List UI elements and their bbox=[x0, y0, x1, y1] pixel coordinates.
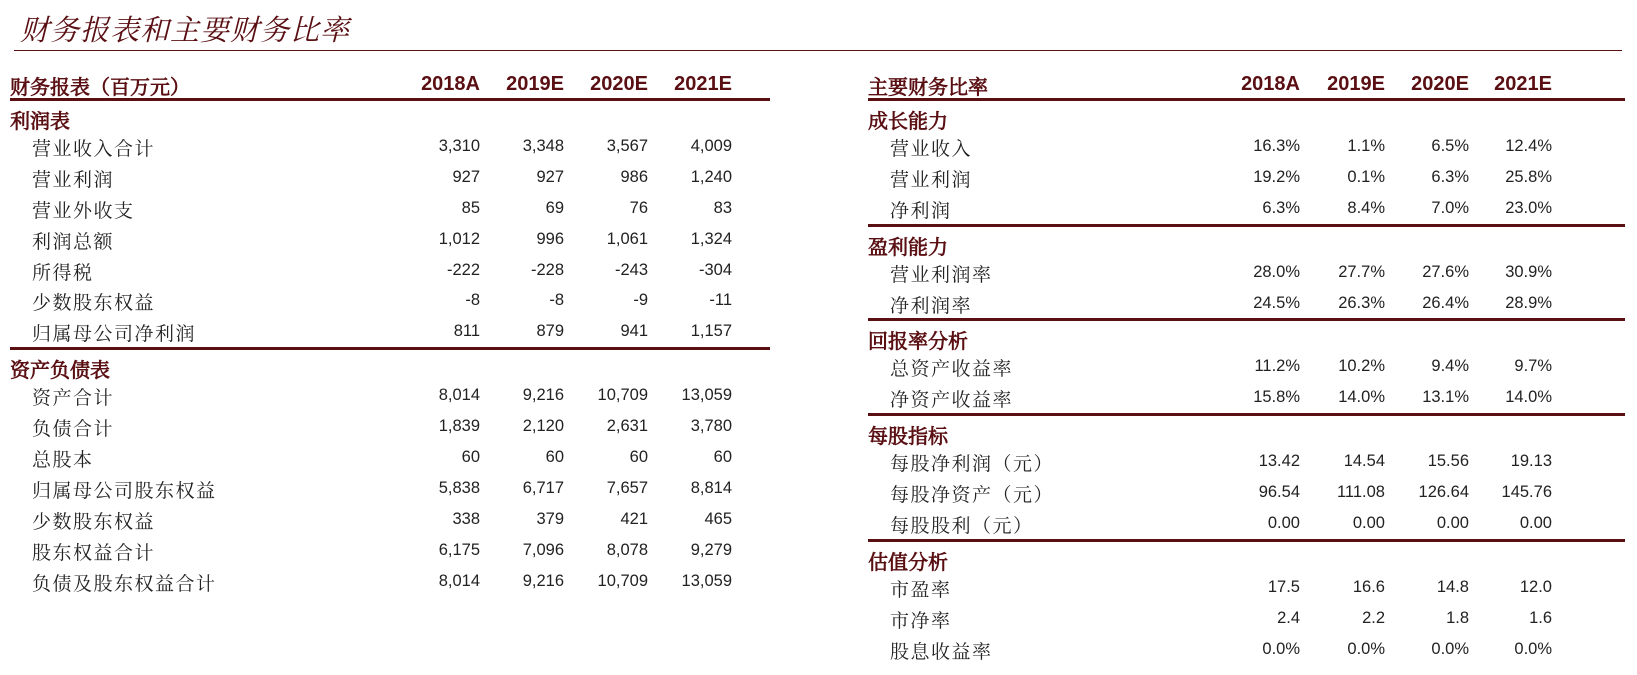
cell-value: 421 bbox=[620, 509, 648, 528]
cell-value: 9,279 bbox=[690, 540, 732, 559]
cell-value: -304 bbox=[698, 260, 732, 279]
table-row bbox=[10, 380, 770, 411]
cell-value: 927 bbox=[536, 167, 564, 186]
year-header-2020e: 2020E bbox=[1411, 73, 1469, 95]
financial-statements-table bbox=[10, 70, 770, 596]
cell-value: 16.3% bbox=[1253, 137, 1300, 155]
cell-value: 6,717 bbox=[522, 478, 564, 497]
year-header-2019e: 2019E bbox=[1327, 73, 1385, 95]
cell-value: 12.4% bbox=[1505, 137, 1552, 155]
row-label: 总股本 bbox=[32, 449, 94, 472]
cell-value: 17.5 bbox=[1267, 577, 1300, 596]
cell-value: 60 bbox=[461, 448, 480, 467]
cell-value: 8,014 bbox=[438, 386, 480, 405]
cell-value: 9,216 bbox=[522, 386, 564, 405]
cell-value: 60 bbox=[545, 448, 564, 467]
cell-value: 0.0% bbox=[1431, 639, 1469, 658]
table-row bbox=[10, 442, 770, 473]
cell-value: 60 bbox=[629, 448, 648, 467]
row-label: 净利润率 bbox=[890, 294, 973, 317]
cell-value: 11.2% bbox=[1254, 357, 1300, 376]
row-label: 总资产收益率 bbox=[890, 358, 1014, 381]
table-row bbox=[868, 193, 1625, 227]
section-title-label: 利润表 bbox=[10, 109, 70, 133]
page-title: 财务报表和主要财务比率 bbox=[20, 13, 351, 47]
cell-value: 6,175 bbox=[438, 540, 480, 559]
table-header bbox=[868, 70, 1625, 101]
table-row bbox=[10, 473, 770, 504]
cell-value: 10,709 bbox=[597, 386, 648, 405]
cell-value: 1.1% bbox=[1347, 137, 1385, 155]
cell-value: -222 bbox=[446, 260, 480, 279]
cell-value: 1,157 bbox=[690, 322, 732, 341]
table-row bbox=[10, 162, 770, 193]
cell-value: 69 bbox=[545, 198, 564, 217]
cell-value: 9.4% bbox=[1431, 357, 1469, 376]
table-header-label: 主要财务比率 bbox=[868, 75, 988, 99]
cell-value: 0.1% bbox=[1347, 167, 1385, 186]
cell-value: 14.0% bbox=[1505, 388, 1552, 407]
row-label: 每股净利润（元） bbox=[890, 453, 1055, 476]
cell-value: 1,839 bbox=[438, 417, 480, 436]
cell-value: 6.3% bbox=[1262, 198, 1300, 217]
cell-value: 28.0% bbox=[1253, 262, 1300, 281]
cell-value: 0.0% bbox=[1347, 639, 1385, 658]
table-row bbox=[868, 162, 1625, 193]
table-row bbox=[868, 351, 1625, 382]
cell-value: 9,216 bbox=[522, 571, 564, 590]
table-row bbox=[868, 382, 1625, 416]
table-row bbox=[10, 566, 770, 597]
table-row bbox=[10, 535, 770, 566]
row-label: 利润总额 bbox=[32, 230, 115, 253]
cell-value: 379 bbox=[536, 509, 564, 528]
cell-value: 111.08 bbox=[1336, 483, 1385, 502]
row-label: 少数股东权益 bbox=[32, 292, 156, 315]
table-row bbox=[868, 446, 1625, 477]
cell-value: 7.0% bbox=[1431, 198, 1469, 217]
cell-value: 927 bbox=[452, 167, 480, 186]
row-label: 每股净资产（元） bbox=[890, 484, 1055, 507]
section-title-label: 回报率分析 bbox=[868, 329, 968, 354]
table-row bbox=[10, 285, 770, 316]
cell-value: 2.2 bbox=[1362, 608, 1385, 627]
year-header-2021e: 2021E bbox=[1494, 73, 1552, 95]
table-row bbox=[10, 255, 770, 286]
cell-value: 13.1% bbox=[1422, 388, 1469, 407]
row-label: 每股股利（元） bbox=[890, 515, 1034, 538]
cell-value: 14.8 bbox=[1436, 577, 1469, 596]
cell-value: 2.4 bbox=[1277, 608, 1300, 627]
cell-value: 13,059 bbox=[681, 571, 732, 590]
cell-value: 83 bbox=[713, 198, 732, 217]
row-label: 归属母公司股东权益 bbox=[32, 479, 217, 502]
cell-value: 338 bbox=[452, 509, 480, 528]
year-header-2020e: 2020E bbox=[590, 73, 648, 95]
table-row bbox=[868, 257, 1625, 288]
cell-value: 13,059 bbox=[681, 386, 732, 405]
cell-value: 8,814 bbox=[690, 478, 732, 497]
cell-value: 23.0% bbox=[1505, 198, 1552, 217]
cell-value: 27.7% bbox=[1338, 262, 1385, 281]
cell-value: 1,240 bbox=[690, 167, 732, 186]
cell-value: 8,078 bbox=[606, 540, 648, 559]
table-row bbox=[868, 508, 1625, 542]
title-divider bbox=[14, 50, 1622, 51]
table-row bbox=[868, 572, 1625, 603]
cell-value: -11 bbox=[709, 291, 732, 310]
row-label: 营业外收支 bbox=[32, 199, 135, 222]
row-label: 归属母公司净利润 bbox=[32, 323, 197, 346]
cell-value: 26.3% bbox=[1338, 293, 1385, 312]
cell-value: 13.42 bbox=[1258, 452, 1300, 471]
row-label: 市盈率 bbox=[890, 578, 952, 601]
cell-value: 7,096 bbox=[522, 540, 564, 559]
cell-value: 1.6 bbox=[1529, 608, 1552, 627]
cell-value: 14.54 bbox=[1343, 452, 1385, 471]
cell-value: 26.4% bbox=[1422, 293, 1469, 312]
section-title-label: 估值分析 bbox=[868, 549, 948, 574]
table-row bbox=[868, 288, 1625, 322]
cell-value: 1.8 bbox=[1446, 608, 1469, 627]
cell-value: 1,012 bbox=[438, 229, 480, 248]
cell-value: 126.64 bbox=[1418, 483, 1469, 502]
cell-value: 3,567 bbox=[606, 137, 648, 155]
section-title bbox=[868, 321, 1625, 354]
table-header-label: 财务报表（百万元） bbox=[10, 75, 190, 99]
section-title bbox=[868, 542, 1625, 572]
cell-value: -228 bbox=[530, 260, 564, 279]
year-header-2018a: 2018A bbox=[1241, 73, 1300, 95]
row-label: 股息收益率 bbox=[890, 640, 993, 663]
row-label: 负债合计 bbox=[32, 418, 115, 441]
cell-value: 30.9% bbox=[1505, 262, 1552, 281]
row-label: 市净率 bbox=[890, 609, 952, 632]
cell-value: 0.00 bbox=[1519, 514, 1552, 533]
cell-value: 879 bbox=[536, 322, 564, 341]
cell-value: -9 bbox=[633, 291, 648, 310]
section-title-label: 盈利能力 bbox=[868, 234, 948, 259]
cell-value: 5,838 bbox=[438, 478, 480, 497]
cell-value: 19.2% bbox=[1253, 167, 1300, 186]
cell-value: 76 bbox=[629, 198, 648, 217]
cell-value: 6.5% bbox=[1431, 137, 1469, 155]
row-label: 股东权益合计 bbox=[32, 541, 156, 564]
section-title-label: 每股指标 bbox=[868, 424, 948, 449]
cell-value: -8 bbox=[465, 291, 480, 310]
table-row bbox=[10, 193, 770, 224]
year-header-2019e: 2019E bbox=[506, 73, 564, 95]
cell-value: 3,310 bbox=[438, 137, 480, 155]
cell-value: 3,348 bbox=[522, 137, 564, 155]
cell-value: 60 bbox=[713, 448, 732, 467]
row-label: 营业收入 bbox=[890, 138, 973, 160]
year-header-2021e: 2021E bbox=[674, 73, 732, 95]
cell-value: 0.00 bbox=[1436, 514, 1469, 533]
table-row bbox=[10, 316, 770, 350]
cell-value: 0.0% bbox=[1262, 639, 1300, 658]
cell-value: -8 bbox=[549, 291, 564, 310]
row-label: 营业利润 bbox=[32, 168, 115, 191]
table-row bbox=[868, 634, 1625, 665]
cell-value: 28.9% bbox=[1505, 293, 1552, 312]
table-row bbox=[10, 224, 770, 255]
cell-value: 9.7% bbox=[1514, 357, 1552, 376]
cell-value: 0.00 bbox=[1352, 514, 1385, 533]
cell-value: 7,657 bbox=[606, 478, 648, 497]
cell-value: 465 bbox=[704, 509, 732, 528]
table-row bbox=[868, 131, 1625, 162]
cell-value: 0.0% bbox=[1514, 639, 1552, 658]
cell-value: 6.3% bbox=[1431, 167, 1469, 186]
row-label: 负债及股东权益合计 bbox=[32, 572, 217, 595]
section-title bbox=[868, 227, 1625, 257]
row-label: 净资产收益率 bbox=[890, 389, 1014, 412]
cell-value: 2,631 bbox=[606, 417, 648, 436]
cell-value: 10,709 bbox=[597, 571, 648, 590]
cell-value: 14.0% bbox=[1338, 388, 1385, 407]
year-header-2018a: 2018A bbox=[421, 73, 480, 95]
cell-value: 1,061 bbox=[606, 229, 648, 248]
table-header bbox=[10, 70, 770, 101]
row-label: 所得税 bbox=[32, 261, 94, 284]
cell-value: 15.56 bbox=[1427, 452, 1469, 471]
cell-value: 8.4% bbox=[1347, 198, 1385, 217]
cell-value: 25.8% bbox=[1505, 167, 1552, 186]
row-label: 营业收入合计 bbox=[32, 138, 156, 160]
cell-value: 4,009 bbox=[690, 137, 732, 155]
table-row bbox=[10, 131, 770, 162]
cell-value: 1,324 bbox=[690, 229, 732, 248]
section-title-label: 资产负债表 bbox=[10, 358, 110, 383]
row-label: 净利润 bbox=[890, 199, 952, 222]
cell-value: 8,014 bbox=[438, 571, 480, 590]
cell-value: -243 bbox=[614, 260, 648, 279]
cell-value: 12.0 bbox=[1519, 577, 1552, 596]
cell-value: 19.13 bbox=[1510, 452, 1552, 471]
row-label: 资产合计 bbox=[32, 387, 115, 410]
cell-value: 16.6 bbox=[1352, 577, 1385, 596]
section-title-label: 成长能力 bbox=[868, 109, 948, 133]
cell-value: 2,120 bbox=[522, 417, 564, 436]
financial-ratios-table bbox=[868, 70, 1625, 665]
table-row bbox=[10, 411, 770, 442]
row-label: 少数股东权益 bbox=[32, 510, 156, 533]
cell-value: 24.5% bbox=[1253, 293, 1300, 312]
section-title bbox=[868, 101, 1625, 131]
cell-value: 0.00 bbox=[1267, 514, 1300, 533]
cell-value: 27.6% bbox=[1422, 262, 1469, 281]
section-title bbox=[10, 350, 770, 383]
table-row bbox=[868, 603, 1625, 634]
cell-value: 96.54 bbox=[1258, 483, 1300, 502]
row-label: 营业利润率 bbox=[890, 263, 993, 286]
section-title bbox=[10, 101, 770, 131]
cell-value: 145.76 bbox=[1501, 483, 1552, 502]
table-row bbox=[10, 504, 770, 535]
section-title bbox=[868, 416, 1625, 449]
cell-value: 986 bbox=[620, 167, 648, 186]
cell-value: 941 bbox=[620, 322, 648, 341]
cell-value: 3,780 bbox=[690, 417, 732, 436]
cell-value: 85 bbox=[461, 198, 480, 217]
cell-value: 15.8% bbox=[1253, 388, 1300, 407]
cell-value: 811 bbox=[453, 322, 480, 341]
row-label: 营业利润 bbox=[890, 168, 973, 191]
table-row bbox=[868, 477, 1625, 508]
cell-value: 10.2% bbox=[1338, 357, 1385, 376]
cell-value: 996 bbox=[536, 229, 564, 248]
